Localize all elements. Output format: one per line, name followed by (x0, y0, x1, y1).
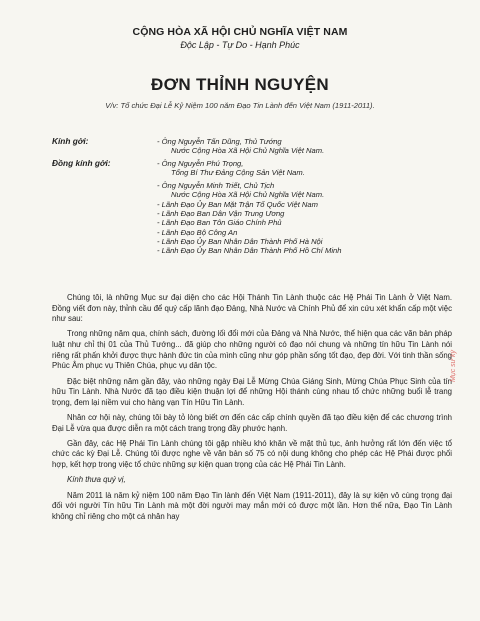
body-paragraph: Gần đây, các Hệ Phái Tin Lành chúng tôi gặp nhiều khó khăn về mặt thủ tục, ảnh hưởng rất lớn đến việc tổ chức các kỳ Đại Lễ. Chúng tôi được nghe về văn bản số 75 có nội dung không cho phép các Hệ Phái được phối hợp, kết hợp trong việc tổ chức những sự kiện quan trọng của các Hệ Phái Tin Lành. (52, 438, 452, 470)
to-line: - Ông Nguyễn Tấn Dũng, Thủ Tướng (157, 137, 282, 146)
to-line: Nước Cộng Hòa Xã Hội Chủ Nghĩa Việt Nam. (171, 146, 325, 156)
document-subject: V/v: Tổ chức Đại Lễ Kỷ Niệm 100 năm Đạo Tin Lành đến Việt Nam (1911-2011). (105, 101, 375, 110)
letter-body (52, 293, 452, 527)
nation-name: CỘNG HÒA XÃ HỘI CHỦ NGHĨA VIỆT NAM (132, 26, 348, 38)
to-label: Kính gởi: (52, 136, 89, 146)
body-paragraph: Chúng tôi, là những Mục sư đại diện cho các Hội Thánh Tin Lành thuộc các Hệ Phái Tin Lành ở Việt Nam. Đồng viết đơn này, thỉnh cầu để quý cấp lãnh đạo Đảng, Nhà Nước và Chính Phủ để xin cứu xét khẩn cấp một việc như sau: (52, 293, 452, 324)
document-title: ĐƠN THỈNH NGUYỆN (151, 75, 329, 94)
cc-line: - Lãnh Đạo Ủy Ban Mặt Trận Tổ Quốc Việt Nam (157, 199, 318, 209)
cc-line: Nước Cộng Hòa Xã Hội Chủ Nghĩa Việt Nam. (171, 190, 325, 200)
cc-line: - Ông Nguyễn Phú Trọng, (157, 158, 244, 168)
cc-list (157, 159, 452, 256)
body-paragraph: Nhân cơ hội này, chúng tôi bày tỏ lòng biết ơn đến các cấp chính quyền đã tạo điều kiện để các chương trình Đại Lễ vừa qua được diễn ra một cách trang trọng đầy phước hạnh. (52, 413, 452, 433)
body-paragraph: Trong những năm qua, chính sách, đường lối đổi mới của Đảng và Nhà Nước, thể hiện qua các văn bản pháp luật như chỉ thị 01 của Thủ Tướng... đã giúp cho những người có đạo nói chung và những tín hữu Tin Lành nói riêng rất phấn khởi được thực hành đức tin của mình cũng như góp phần sống tốt đạo, đẹp đời. Với tinh thần sống Phúc Âm phục vụ Thiên Chúa, phục vụ dân tộc. (52, 329, 452, 371)
national-motto: Độc Lập - Tự Do - Hạnh Phúc (180, 40, 300, 50)
body-paragraph: Đặc biệt những năm gần đây, vào những ngày Đại Lễ Mừng Chúa Giáng Sinh, Mừng Chúa Phục Sinh của tín hữu Tin Lành. Nhà Nước đã tạo điều kiện thuận lợi để những Hội thánh cùng nhau tổ chức những buổi lễ trang trọng, đem lại niềm vui cho hàng vạn Tín Hữu Tin Lành. (52, 376, 452, 407)
cc-line: - Lãnh Đạo Ban Dân Vận Trung Ương (157, 209, 285, 219)
cc-line: - Lãnh Đạo Bộ Công An (157, 227, 238, 237)
cc-row (52, 159, 452, 256)
national-header (0, 26, 480, 50)
body-paragraph: Năm 2011 là năm kỷ niệm 100 năm Đạo Tin lành đến Việt Nam (1911-2011), đây là sự kiện vô cùng trọng đại đối với người Tín hữu Tin Lành mà một đời người may mắn mới có được một lần. Hơn thế nữa, Đạo Tin Lành không chỉ riêng cho một cá nhân hay (52, 490, 452, 521)
to-row (52, 137, 452, 156)
to-list (157, 137, 452, 156)
cc-line: Tổng Bí Thư Đảng Cộng Sản Việt Nam. (171, 167, 305, 177)
salutation: Kính thưa quý vị, (67, 475, 126, 485)
cc-line: - Ông Nguyễn Minh Triết, Chủ Tịch (157, 181, 275, 191)
cc-line: - Lãnh Đạo Ủy Ban Nhân Dân Thành Phố Hồ Chí Minh (157, 246, 342, 256)
cc-line: - Lãnh Đạo Ban Tôn Giáo Chính Phủ (157, 218, 282, 228)
recipients-block (52, 137, 452, 256)
cc-label: Đồng kính gởi: (52, 157, 111, 168)
handwritten-signature: Mục sư ký (450, 349, 457, 382)
cc-line: - Lãnh Đạo Ủy Ban Nhân Dân Thành Phố Hà Nội (157, 236, 323, 246)
